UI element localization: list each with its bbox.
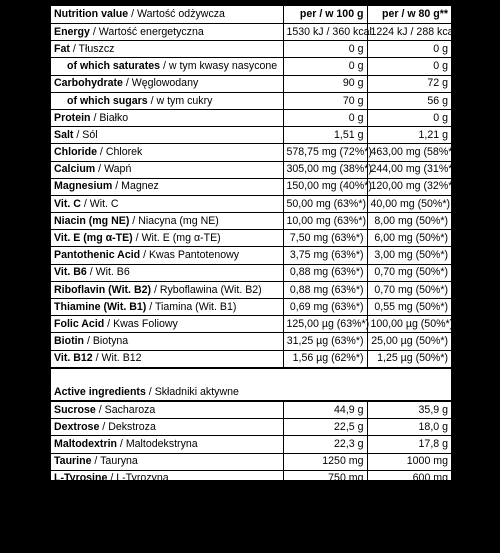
value-per-80g: 0,70 mg (50%*) <box>367 281 451 298</box>
nutrient-name-pl: Wit. B6 <box>95 266 130 279</box>
footnote-pl: Referencyjna wartość spożycia <box>157 524 304 537</box>
nutrient-name-pl: Wit. E (mg α-TE) <box>141 232 221 245</box>
nutrient-name-pl: Kwas Foliowy <box>113 317 178 330</box>
nutrient-row <box>51 58 451 75</box>
active-ingredient-row-name <box>51 505 283 523</box>
nutrient-name-pl: Maltodekstryna <box>125 438 198 451</box>
active-title-en: Active ingredients <box>54 385 146 398</box>
nutrient-name-en: Fat <box>54 42 70 55</box>
nutrient-name-en: Vit. B6 <box>54 266 87 279</box>
value-per-100g: 0,88 mg (63%*) <box>283 264 367 281</box>
spacer-cell <box>51 368 283 384</box>
nutrient-name-pl: Magnez <box>121 180 159 193</box>
name-separator: / <box>95 403 105 416</box>
name-separator: / <box>69 42 79 55</box>
footnote-en: *Reference intakes <box>54 524 149 537</box>
name-separator: / <box>104 317 114 330</box>
active-ingredient-row <box>51 487 451 504</box>
header-name-pl: Wartość odżywcza <box>137 8 225 21</box>
name-separator: / <box>84 335 93 348</box>
nutrient-name-pl: Chlorek <box>105 146 143 159</box>
nutrient-name-pl: Ryboflawina (Wit. B2) <box>159 283 262 296</box>
nutrient-row-name <box>51 109 283 126</box>
header-slash: / <box>128 8 138 21</box>
value-per-100g: 50,00 mg (63%*) <box>283 195 367 212</box>
nutrient-row-name <box>51 213 283 230</box>
value-per-80g: 56 g <box>367 92 451 109</box>
nutrient-row-name <box>51 75 283 92</box>
nutrient-name-en: of which saturates <box>67 60 161 73</box>
nutrient-row-name <box>51 127 283 144</box>
nutrient-name-pl: Kwas Pantotenowy <box>148 249 240 262</box>
value-per-80g: 408 mg <box>367 505 451 523</box>
active-ingredients-title <box>51 384 451 401</box>
name-separator: / <box>80 197 90 210</box>
nutrient-name-en: Thiamine (Wit. B1) <box>54 300 147 313</box>
nutrient-name-pl: Wapń <box>104 163 132 176</box>
nutrition-label <box>51 6 456 552</box>
nutrient-row <box>51 230 451 247</box>
active-ingredient-row-name <box>51 436 283 453</box>
value-per-80g: 35,9 g <box>367 401 451 419</box>
value-per-80g: 6,00 mg (50%*) <box>367 230 451 247</box>
name-separator: / <box>89 25 99 38</box>
nutrient-row <box>51 333 451 350</box>
nutrient-name-en: Vit. E (mg α-TE) <box>54 232 133 245</box>
nutrient-name-pl: Wit. C <box>89 197 119 210</box>
nutrient-row <box>51 350 451 368</box>
nutrient-row <box>51 161 451 178</box>
value-per-100g: 1,51 g <box>283 127 367 144</box>
value-per-80g: 0 g <box>367 109 451 126</box>
nutrient-name-pl: L-Karnityna <box>118 506 173 519</box>
nutrient-row-name <box>51 230 283 247</box>
value-per-80g: 100,00 µg (50%*) <box>367 316 451 333</box>
nutrient-name-en: Protein <box>54 111 91 124</box>
value-per-100g: 150,00 mg (40%*) <box>283 178 367 195</box>
header-row <box>51 6 451 24</box>
value-per-100g: 22,5 g <box>283 419 367 436</box>
value-per-80g: 1,21 g <box>367 127 451 144</box>
footnote-text <box>51 538 451 553</box>
nutrient-name-pl: Sód <box>101 489 121 502</box>
value-per-100g: 510 mg <box>283 505 367 523</box>
nutrient-name-pl: Tauryna <box>100 455 138 468</box>
value-per-100g: 10,00 mg (63%*) <box>283 213 367 230</box>
nutrient-row <box>51 41 451 58</box>
nutrient-name-en: Riboflavin (Wit. B2) <box>54 283 152 296</box>
footnote-reference-intakes <box>51 522 451 538</box>
value-per-80g: 484 mg <box>367 487 451 504</box>
value-per-100g: 578,75 mg (72%*) <box>283 144 367 161</box>
active-ingredient-row <box>51 453 451 470</box>
active-title-pl: Składniki aktywne <box>154 385 239 398</box>
nutrient-name-pl: Wit. B12 <box>101 352 142 365</box>
name-separator: / <box>92 352 102 365</box>
name-separator: / <box>95 163 105 176</box>
value-per-80g: 18,0 g <box>367 419 451 436</box>
name-separator: / <box>147 94 157 107</box>
value-per-100g: 1,56 µg (62%*) <box>283 350 367 368</box>
nutrient-row <box>51 109 451 126</box>
active-ingredient-row <box>51 419 451 436</box>
value-per-100g: 1530 kJ / 360 kcal <box>283 24 367 41</box>
nutrient-row <box>51 24 451 41</box>
value-per-100g: 0 g <box>283 41 367 58</box>
nutrient-row-name <box>51 178 283 195</box>
nutrient-name-en: Vit. B12 <box>54 352 93 365</box>
nutrient-name-en: Niacin (mg NE) <box>54 214 130 227</box>
spacer-cell <box>283 368 367 384</box>
value-per-100g: 0 g <box>283 58 367 75</box>
nutrient-row <box>51 264 451 281</box>
nutrient-name-pl: Białko <box>99 111 129 124</box>
nutrient-name-pl: Tiamina (Wit. B1) <box>154 300 237 313</box>
value-per-80g: 0 g <box>367 41 451 58</box>
nutrient-row-name <box>51 41 283 58</box>
value-per-100g: 125,00 µg (63%*) <box>283 316 367 333</box>
nutrient-name-pl: Węglowodany <box>131 77 199 90</box>
nutrient-row <box>51 92 451 109</box>
value-per-80g: 463,00 mg (58%*) <box>367 144 451 161</box>
section-spacer <box>51 368 451 384</box>
nutrient-name-en: Sucrose <box>54 403 96 416</box>
nutrient-row-name <box>51 350 283 368</box>
nutrient-name-en: L-Tyrosine <box>54 472 108 485</box>
nutrient-row <box>51 281 451 298</box>
footnote-daily-portion <box>51 538 451 553</box>
nutrient-row-name <box>51 333 283 350</box>
name-separator: / <box>107 472 117 485</box>
nutrient-name-en: Calcium <box>54 163 96 176</box>
footnote-en: **Daily portion of the product <box>54 539 202 552</box>
nutrient-row <box>51 299 451 316</box>
active-ingredients-header <box>51 384 451 401</box>
active-ingredient-row <box>51 505 451 523</box>
value-per-80g: 25,00 µg (50%*) <box>367 333 451 350</box>
value-per-100g: 0,69 mg (63%*) <box>283 299 367 316</box>
name-separator: / <box>140 249 149 262</box>
nutrient-row-name <box>51 161 283 178</box>
active-ingredient-row <box>51 436 451 453</box>
value-per-80g: 40,00 mg (50%*) <box>367 195 451 212</box>
nutrient-name-en: Dextrose <box>54 420 100 433</box>
value-per-80g: 1224 kJ / 288 kcal <box>367 24 451 41</box>
nutrient-name-en: L-Carnitine <box>54 506 110 519</box>
nutrient-row <box>51 213 451 230</box>
value-per-100g: 7,50 mg (63%*) <box>283 230 367 247</box>
name-separator: / <box>90 111 100 124</box>
nutrient-row <box>51 247 451 264</box>
nutrient-row <box>51 178 451 195</box>
nutrient-name-en: Salt <box>54 128 74 141</box>
value-per-80g: 72 g <box>367 75 451 92</box>
header-col-80g: per / w 80 g** <box>367 6 451 24</box>
name-separator: / <box>99 420 109 433</box>
nutrient-name-pl: Dekstroza <box>108 420 156 433</box>
value-per-100g: 70 g <box>283 92 367 109</box>
value-per-100g: 3,75 mg (63%*) <box>283 247 367 264</box>
name-separator: / <box>96 146 106 159</box>
nutrient-name-en: Maltodextrin <box>54 438 117 451</box>
nutrient-name-en: of which sugars <box>67 94 148 107</box>
nutrient-row <box>51 195 451 212</box>
nutrient-row <box>51 75 451 92</box>
nutrient-name-pl: L-Tyrozyna <box>116 472 169 485</box>
name-separator: / <box>146 300 155 313</box>
footnote-pl: Dzienna porcja produktu <box>209 539 325 552</box>
value-per-80g: 244,00 mg (31%*) <box>367 161 451 178</box>
nutrient-name-en: Magnesium <box>54 180 113 193</box>
value-per-80g: 8,00 mg (50%*) <box>367 213 451 230</box>
name-separator: / <box>86 266 96 279</box>
nutrient-name-pl: Sól <box>82 128 98 141</box>
nutrient-row-name <box>51 195 283 212</box>
active-ingredient-row-name <box>51 470 283 487</box>
nutrient-name-en: Taurine <box>54 455 92 468</box>
name-separator: / <box>73 128 83 141</box>
value-per-80g: 0,55 mg (50%*) <box>367 299 451 316</box>
nutrient-name-en: Carbohydrate <box>54 77 123 90</box>
nutrient-row-name <box>51 299 283 316</box>
value-per-80g: 600 mg <box>367 470 451 487</box>
nutrient-row <box>51 316 451 333</box>
nutrient-name-en: Pantothenic Acid <box>54 249 141 262</box>
name-separator: / <box>151 283 160 296</box>
name-separator: / <box>122 77 132 90</box>
name-separator: / <box>145 385 155 398</box>
value-per-80g: 3,00 mg (50%*) <box>367 247 451 264</box>
name-separator: / <box>132 232 142 245</box>
nutrient-name-pl: w tym cukry <box>156 94 213 107</box>
header-name-en: Nutrition value <box>54 8 129 21</box>
name-separator: / <box>116 438 126 451</box>
footnote-text <box>51 522 451 538</box>
value-per-80g: 1000 mg <box>367 453 451 470</box>
value-per-100g: 0,88 mg (63%*) <box>283 281 367 298</box>
nutrient-row-name <box>51 24 283 41</box>
nutrient-name-en: Folic Acid <box>54 317 105 330</box>
value-per-80g: 1,25 µg (50%*) <box>367 350 451 368</box>
nutrient-row <box>51 144 451 161</box>
active-ingredient-row <box>51 401 451 419</box>
name-separator: / <box>92 489 102 502</box>
value-per-100g: 0 g <box>283 109 367 126</box>
value-per-80g: 17,8 g <box>367 436 451 453</box>
name-separator: / <box>129 214 139 227</box>
value-per-100g: 750 mg <box>283 470 367 487</box>
name-separator: / <box>160 60 169 73</box>
value-per-80g: 0,70 mg (50%*) <box>367 264 451 281</box>
value-per-100g: 44,9 g <box>283 401 367 419</box>
value-per-80g: 0 g <box>367 58 451 75</box>
value-per-100g: 605 mg <box>283 487 367 504</box>
nutrient-name-en: Chloride <box>54 146 97 159</box>
value-per-100g: 305,00 mg (38%*) <box>283 161 367 178</box>
header-name-cell <box>51 6 283 24</box>
name-separator: / <box>201 539 210 552</box>
value-per-100g: 31,25 µg (63%*) <box>283 333 367 350</box>
nutrient-row-name <box>51 58 283 75</box>
name-separator: / <box>91 455 101 468</box>
active-ingredient-row-name <box>51 401 283 419</box>
nutrient-name-pl: Biotyna <box>92 335 129 348</box>
nutrient-name-en: Energy <box>54 25 90 38</box>
name-separator: / <box>109 506 119 519</box>
value-per-80g: 120,00 mg (32%*) <box>367 178 451 195</box>
nutrient-name-en: Sodium <box>54 489 93 502</box>
nutrient-row-name <box>51 281 283 298</box>
nutrient-name-en: Vit. C <box>54 197 81 210</box>
nutrition-table <box>51 6 456 553</box>
nutrient-name-pl: Niacyna (mg NE) <box>138 214 219 227</box>
nutrient-name-en: Biotin <box>54 335 85 348</box>
active-ingredient-row-name <box>51 453 283 470</box>
header-col-100g: per / w 100 g <box>283 6 367 24</box>
value-per-100g: 90 g <box>283 75 367 92</box>
active-ingredient-row-name <box>51 487 283 504</box>
nutrient-name-pl: Wartość energetyczna <box>98 25 204 38</box>
nutrient-name-pl: w tym kwasy nasycone <box>168 60 278 73</box>
nutrient-name-pl: Sacharoza <box>104 403 156 416</box>
active-ingredient-row <box>51 470 451 487</box>
name-separator: / <box>112 180 122 193</box>
nutrient-row-name <box>51 92 283 109</box>
nutrient-row <box>51 127 451 144</box>
value-per-100g: 22,3 g <box>283 436 367 453</box>
nutrient-row-name <box>51 144 283 161</box>
nutrient-row-name <box>51 247 283 264</box>
nutrient-name-pl: Tłuszcz <box>78 42 115 55</box>
spacer-cell <box>367 368 451 384</box>
nutrient-row-name <box>51 316 283 333</box>
value-per-100g: 1250 mg <box>283 453 367 470</box>
name-separator: / <box>148 524 158 537</box>
active-ingredient-row-name <box>51 419 283 436</box>
nutrient-row-name <box>51 264 283 281</box>
